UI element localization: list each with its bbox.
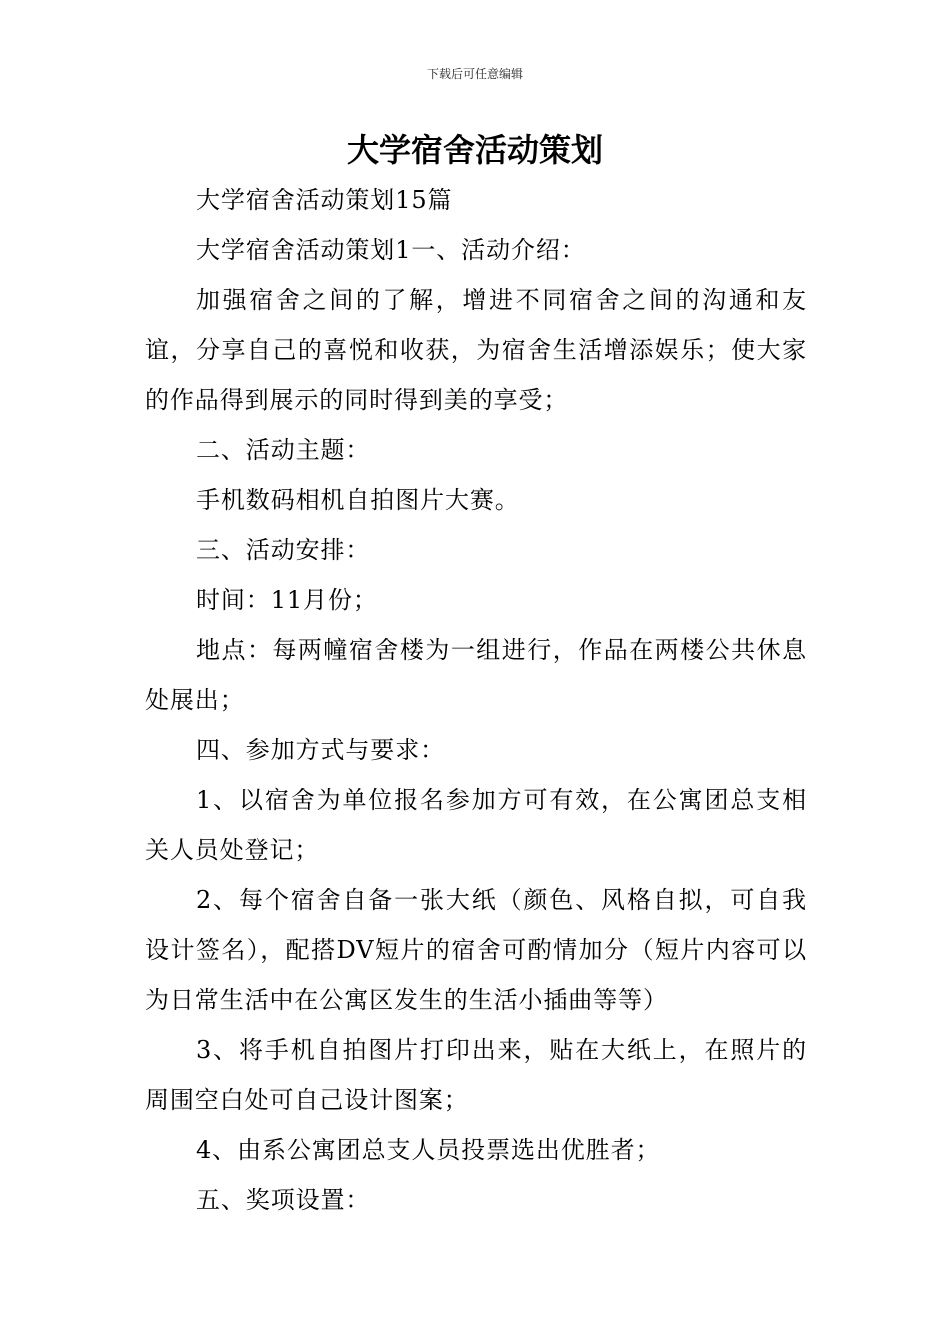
paragraph: 2、每个宿舍自备一张大纸（颜色、风格自拟，可自我设计签名），配搭DV短片的宿舍可酌情加分（短片内容可以为日常生活中在公寓区发生的生活小插曲等等） — [145, 886, 807, 1014]
paragraph: 地点：每两幢宿舍楼为一组进行，作品在两楼公共休息处展出； — [145, 636, 807, 714]
paragraph: 四、参加方式与要求： — [196, 736, 445, 764]
paragraph: 二、活动主题： — [196, 436, 371, 464]
document-title: 大学宿舍活动策划 — [346, 131, 603, 169]
paragraph: 三、活动安排： — [196, 536, 371, 564]
paragraph: 1、以宿舍为单位报名参加方可有效，在公寓团总支相关人员处登记； — [145, 786, 807, 864]
document-body — [145, 175, 807, 1225]
paragraph: 时间：11月份； — [196, 586, 378, 614]
paragraph: 五、奖项设置： — [196, 1186, 371, 1214]
paragraph: 4、由系公寓团总支人员投票选出优胜者； — [196, 1136, 661, 1164]
paragraph: 3、将手机自拍图片打印出来，贴在大纸上，在照片的周围空白处可自己设计图案； — [145, 1036, 807, 1114]
header-note: 下载后可任意编辑 — [426, 67, 523, 81]
paragraph: 加强宿舍之间的了解，增进不同宿舍之间的沟通和友谊，分享自己的喜悦和收获，为宿舍生活增添娱乐；使大家的作品得到展示的同时得到美的享受； — [145, 286, 807, 414]
paragraph: 大学宿舍活动策划15篇 — [196, 186, 453, 214]
paragraph: 大学宿舍活动策划1一、活动介绍： — [196, 236, 586, 264]
paragraph: 手机数码相机自拍图片大赛。 — [196, 486, 520, 514]
